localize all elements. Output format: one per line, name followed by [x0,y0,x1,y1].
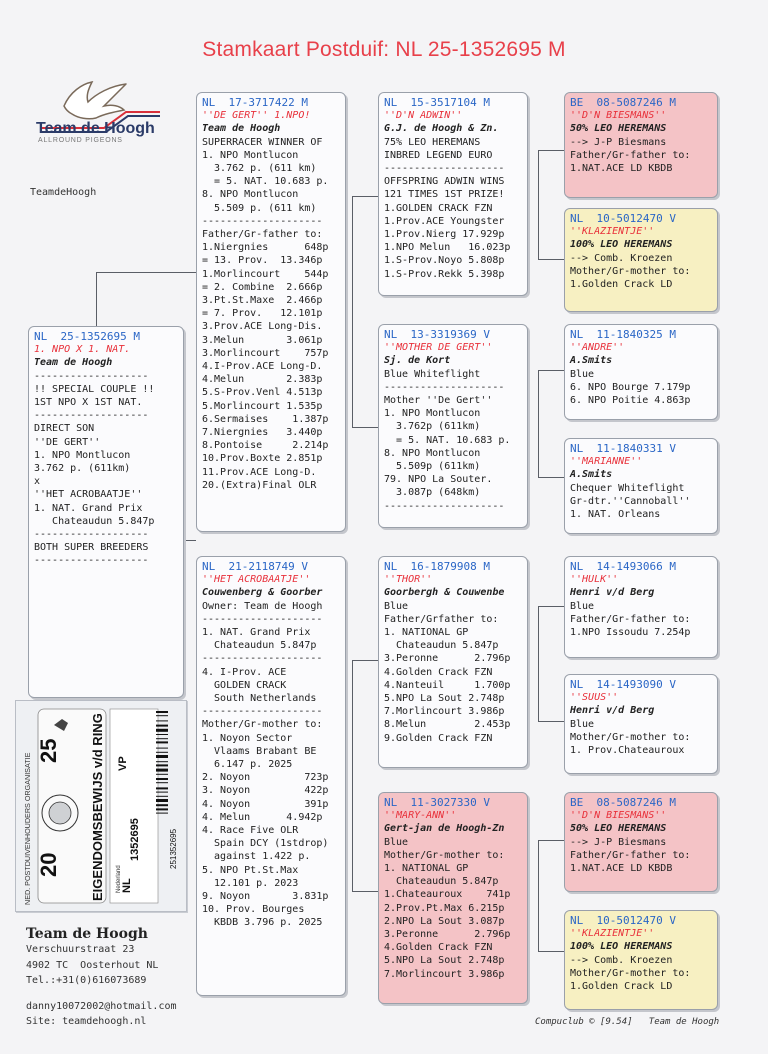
pedigree-line: Chateaudun 5.847p [202,640,317,652]
pedigree-line: 7.Morlincourt 3.986p [384,706,505,718]
pedigree-line: 8.Melun 2.453p [384,719,511,731]
pedigree-line: ''DE GERT'' [34,436,101,448]
pedigree-line: 3.762 p. (611km) [34,463,131,475]
barcode-bar [156,729,168,732]
pedigree-line: DIRECT SON [34,423,95,435]
ring-number: NL 10-5012470 V [570,914,676,927]
barcode-bar [156,738,168,739]
pedigree-line: Chateaudun 5.847p [34,515,155,527]
pedigree-line: Chequer Whiteflight [570,482,685,494]
pedigree-card-ggsire-1 [378,792,528,1004]
pedigree-line: 12.101 p. 2023 [202,877,299,889]
pedigree-line: Blue [384,836,409,848]
sticker-year-a: 20 [36,852,61,877]
pedigree-line: 75% LEO HEREMANS [384,136,481,148]
page-title: Stamkaart Postduif: NL 25-1352695 M [202,38,566,61]
owner-name: 100% LEO HEREMANS [570,941,673,953]
barcode-bar [156,752,168,753]
pedigree-line: OFFSPRING ADWIN WINS [384,176,505,188]
pedigree-line: x [34,476,41,488]
owner-name: A.Smits [570,469,613,481]
pedigree-line: Blue [570,368,595,380]
pedigree-line: 1. NPO Montlucon [202,149,299,161]
barcode-bar [156,725,168,727]
barcode-bar [156,761,168,762]
pedigree-card-ggdam-4 [564,910,718,1010]
ring-number: BE 08-5087246 M [570,796,676,809]
owner-name: Team de Hoogh [34,357,113,369]
pedigree-line: -------------------- [202,613,323,625]
pedigree-line: 3.762p (611km) [384,421,481,433]
sticker-label-ned: Nederland [116,865,122,893]
pedigree-line: 1.NPO Melun 16.023p [384,242,511,254]
pedigree-line: 2.Prov.Pt.Max 6.215p [384,902,505,914]
ring-number: NL 21-2118749 V [202,560,308,573]
pedigree-line: Father/Grfather to: [384,613,499,625]
pedigree-line: = 2. Combine 2.666p [202,281,323,293]
ring-number: NL 25-1352695 M [34,330,140,343]
sticker-year-b: 25 [36,738,61,763]
pedigree-line: Vlaams Brabant BE [202,745,317,757]
pedigree-line: Father/Gr-father to: [570,149,691,161]
pedigree-line: 7.Morlincourt 3.986p [384,968,505,980]
pedigree-card-ggsire-1 [564,92,718,198]
pedigree-line: 121 TIMES 1ST PRIZE! [384,189,505,201]
pedigree-line: 1.S-Prov.Noyo 5.808p [384,255,505,267]
sticker-ring-number: 1352695 [129,818,141,861]
connector [538,606,565,722]
pedigree-line: 5. NPO Pt.St.Max [202,864,299,876]
pedigree-line: Mother/Gr-mother to: [202,719,323,731]
pedigree-line: 9.Golden Crack FZN [384,732,493,744]
pedigree-line: 1.NPO Issoudu 7.254p [570,627,691,639]
pigeon-name: ''DE GERT'' 1.NPO! [202,110,311,122]
pedigree-line: 1. NPO Montlucon [34,449,131,461]
owner-name: Gert-jan de Hoogh-Zn [384,823,505,835]
pedigree-card-ggdam-2 [564,438,718,534]
pedigree-line: --> Comb. Kroezen [570,954,673,966]
pedigree-line: KBDB 3.796 p. 2025 [202,917,323,929]
pedigree-line: Father/Gr-father to: [570,613,691,625]
pedigree-line: 1. NAT. Grand Prix [202,627,311,639]
pedigree-line: Blue [570,600,595,612]
pedigree-line: ------------------- [34,529,149,541]
barcode-bar [156,715,168,716]
ring-number: NL 14-1493090 V [570,678,676,691]
connector [538,370,565,478]
pigeon-name: ''MOTHER DE GERT'' [384,342,493,354]
owner-name: 100% LEO HEREMANS [570,239,673,251]
owner-name: Henri v/d Berg [570,705,655,717]
pedigree-line: 7.Niergnies 3.440p [202,427,323,439]
pedigree-line: !! SPECIAL COUPLE !! [34,383,155,395]
pedigree-line: 4. Noyon 391p [202,798,329,810]
owner-name: Sj. de Kort [384,355,451,367]
barcode-bar [156,720,168,721]
ring-number: NL 10-5012470 V [570,212,676,225]
pedigree-line: 6. NPO Bourge 7.179p [570,381,691,393]
pedigree-line: 1.Niergnies 648p [202,242,329,254]
ring-number: NL 16-1879908 M [384,560,490,573]
barcode-bar [156,804,168,806]
pedigree-line: 4.I-Prov.ACE Long-D. [202,361,323,373]
pedigree-line: -------------------- [384,163,505,175]
pedigree-line: INBRED LEGEND EURO [384,149,493,161]
pedigree-line: 20.(Extra)Final OLR [202,479,317,491]
pedigree-line: 6.Sermaises 1.387p [202,413,329,425]
pedigree-line: against 1.422 p. [202,851,311,863]
pedigree-line: 2.NPO La Sout 3.087p [384,915,505,927]
pedigree-line: ------------------- [34,410,149,422]
barcode-bar [156,711,168,713]
pedigree-line: --> J-P Biesmans [570,836,667,848]
pedigree-line: 1.S-Prov.Rekk 5.398p [384,268,505,280]
barcode-bar [156,799,168,802]
barcode-bar [156,792,168,793]
pedigree-line: Spain DCY (1stdrop) [202,838,329,850]
pedigree-line: 3.Prov.ACE Long-Dis. [202,321,323,333]
pedigree-card-grandsire-maternal [378,556,528,768]
barcode-bar [156,813,168,814]
pedigree-line: 1. NATIONAL GP [384,627,469,639]
ring-number: NL 11-1840331 V [570,442,676,455]
pedigree-line: Mother/Gr-mother to: [570,265,691,277]
pedigree-line: 10.Prov.Boxte 2.851p [202,453,323,465]
footer-address-1: Verschuurstraat 23 [26,944,135,955]
ring-certificate-art [16,701,186,911]
pedigree-line: 3.Pt.St.Maxe 2.466p [202,295,323,307]
pedigree-line: = 5. NAT. 10.683 p. [202,176,329,188]
pedigree-line: 8.Pontoise 2.214p [202,440,329,452]
pedigree-line: 4.Golden Crack FZN [384,666,493,678]
pedigree-card-ggsire-4 [564,792,718,892]
pedigree-card-grandsire-paternal [378,92,528,296]
pedigree-line: 4.Nanteuil 1.700p [384,679,511,691]
pedigree-line: 1.Golden Crack LD [570,279,673,291]
pedigree-card-ggsire-3 [564,556,718,658]
owner-name: G.J. de Hoogh & Zn. [384,123,499,135]
pigeon-name: ''ANDRE'' [570,342,625,354]
pedigree-line: Chateaudun 5.847p [384,640,499,652]
barcode-bar [156,782,168,783]
pedigree-card-ggsire-2 [564,324,718,420]
pedigree-line: 3.Melun 3.061p [202,334,323,346]
pedigree-line: ''HET ACROBAATJE'' [34,489,143,501]
pedigree-line: = 7. Prov. 12.101p [202,308,323,320]
connector [352,660,379,892]
pedigree-line: GOLDEN CRACK [202,679,287,691]
barcode-bar [156,796,168,797]
pigeon-name: ''D'N BIESMANS'' [570,110,667,122]
pedigree-line: Owner: Team de Hoogh [202,600,323,612]
pedigree-line: 79. NPO La Souter. [384,474,493,486]
sticker-vp: VP [117,756,129,771]
connector [184,540,196,542]
pedigree-line: 4.Melun 2.383p [202,374,323,386]
pedigree-line: 1.Morlincourt 544p [202,268,329,280]
pedigree-line: ------------------- [34,370,149,382]
footer-phone: Tel.:+31(0)616073689 [26,975,147,986]
pedigree-line: Blue [570,718,595,730]
owner-name: 50% LEO HEREMANS [570,123,667,135]
ring-number: NL 11-1840325 M [570,328,676,341]
pedigree-card-subject [28,326,184,698]
pigeon-name: ''HET ACROBAATJE'' [202,574,311,586]
owner-name: Team de Hoogh [202,123,281,135]
pedigree-line: 6. NPO Poitie 4.863p [570,395,691,407]
pigeon-name: ''HULK'' [570,574,619,586]
pedigree-line: 1.GOLDEN CRACK FZN [384,202,493,214]
ring-number: NL 15-3517104 M [384,96,490,109]
pedigree-line: Chateaudun 5.847p [384,876,499,888]
pedigree-line: Blue Whiteflight [384,368,481,380]
pedigree-line: Blue [384,600,409,612]
connector [352,196,379,428]
barcode-bar [156,764,168,766]
connector [96,272,197,329]
pedigree-line: 3.762 p. (611 km) [202,163,317,175]
pigeon-name: 1. NPO X 1. NAT. [34,344,131,356]
pedigree-line: 5.Morlincourt 1.535p [202,400,323,412]
pedigree-line: 1. Prov.Chateauroux [570,745,685,757]
pedigree-line: 8. NPO Montlucon [202,189,299,201]
pedigree-card-dam [196,556,346,996]
pigeon-name: ''THOR'' [384,574,433,586]
pedigree-line: = 13. Prov. 13.346p [202,255,323,267]
pigeon-name: ''KLAZIENTJE'' [570,226,655,238]
pedigree-line: 4. Melun 4.942p [202,811,323,823]
owner-name: 50% LEO HEREMANS [570,823,667,835]
pedigree-card-sire [196,92,346,532]
pedigree-line: ------------------- [34,555,149,567]
sticker-org: NED. POSTDUIVENHOUDERS ORGANISATIE [23,752,32,905]
pedigree-line: 1.Golden Crack LD [570,981,673,993]
owner-name: Goorbergh & Couwenbe [384,587,505,599]
sticker-country: NL [121,878,133,893]
pedigree-line: 3.Peronne 2.796p [384,653,511,665]
pedigree-line: 5.NPO La Sout 2.748p [384,955,505,967]
pedigree-line: Father/Gr-father to: [202,229,323,241]
pedigree-line: Mother/Gr-mother to: [570,731,691,743]
pedigree-line: 1. NAT. Orleans [570,509,661,521]
ring-number: BE 08-5087246 M [570,96,676,109]
pedigree-line: --> Comb. Kroezen [570,252,673,264]
ring-number: NL 14-1493066 M [570,560,676,573]
barcode-bar [156,778,168,780]
pedigree-line: Mother/Gr-mother to: [384,849,505,861]
pedigree-line: 1. Noyon Sector [202,732,293,744]
pedigree-line: -------------------- [384,500,505,512]
barcode-bar [156,774,168,775]
pigeon-name: ''SUUS'' [570,692,619,704]
pigeon-name: ''KLAZIENTJE'' [570,928,655,940]
ring-number: NL 13-3319369 V [384,328,490,341]
pedigree-line: 11.Prov.ACE Long-D. [202,466,317,478]
pigeon-name: ''D'N BIESMANS'' [570,810,667,822]
pedigree-line: SUPERRACER WINNER OF [202,136,323,148]
pedigree-line: 1ST NPO X 1ST NAT. [34,397,143,409]
ring-certificate-sticker [15,700,187,912]
side-label: TeamdeHoogh [30,187,97,198]
pedigree-line: 1. NPO Montlucon [384,408,481,420]
pedigree-card-ggdam-3 [564,674,718,774]
pedigree-line: Father/Gr-father to: [570,849,691,861]
logo-text: Team de Hoogh [36,120,155,137]
sticker-barcode-number: 251352695 [169,828,178,869]
logo-subtitle: ALLROUND PIGEONS [38,137,123,144]
pedigree-line: 5.S-Prov.Venl 4.513p [202,387,323,399]
barcode-bar [156,748,168,749]
pigeon-name: ''D'N ADWIN'' [384,110,463,122]
pedigree-line: 9. Noyon 3.831p [202,891,329,903]
pedigree-line: 8. NPO Montlucon [384,447,481,459]
pedigree-line: 3.Peronne 2.796p [384,929,511,941]
footer-credit: Compuclub © [9.54] Team de Hoogh [535,1017,720,1027]
barcode-bar [156,755,168,758]
barcode-bar [156,787,168,789]
pedigree-line: 1.NAT.ACE LD KBDB [570,863,673,875]
pedigree-line: 4. Race Five OLR [202,825,299,837]
pedigree-line: 2. Noyon 723p [202,772,329,784]
pedigree-line: 1.NAT.ACE LD KBDB [570,163,673,175]
pedigree-line: 1. NATIONAL GP [384,863,469,875]
owner-name: Henri v/d Berg [570,587,655,599]
pedigree-line: -------------------- [202,215,323,227]
connector [538,840,565,952]
pedigree-line: BOTH SUPER BREEDERS [34,542,149,554]
pedigree-line: -------------------- [202,653,323,665]
pedigree-line: 5.509p (611km) [384,461,481,473]
pedigree-line: 6.147 p. 2025 [202,759,293,771]
footer-name: Team de Hoogh [26,926,148,942]
pigeon-name: ''MARY-ANN'' [384,810,457,822]
connector [538,150,565,260]
owner-name: A.Smits [570,355,613,367]
pedigree-line: 5.NPO La Sout 2.748p [384,693,505,705]
pedigree-card-granddam-paternal [378,324,528,528]
footer-email[interactable]: danny10072002@hotmail.com [26,1001,177,1012]
owner-name: Couwenberg & Goorber [202,587,323,599]
footer-address-2: 4902 TC Oosterhout NL [26,960,159,971]
pedigree-line: = 5. NAT. 10.683 p. [384,434,511,446]
pedigree-line: -------------------- [384,381,505,393]
pedigree-line: 1.Prov.Nierg 17.929p [384,229,505,241]
footer-site[interactable]: Site: teamdehoogh.nl [26,1016,147,1027]
pedigree-line: 10. Prov. Bourges [202,904,305,916]
pedigree-card-ggdam-1 [564,208,718,312]
pigeon-name: ''MARIANNE'' [570,456,643,468]
pedigree-line: 1. NAT. Grand Prix [34,502,143,514]
pedigree-line: Mother ''De Gert'' [384,395,493,407]
barcode-bar [156,808,168,810]
pedigree-line: Mother/Gr-mother to: [570,967,691,979]
barcode-bar [156,769,168,772]
pedigree-line: 4. I-Prov. ACE [202,666,287,678]
barcode-bar [156,734,168,735]
ring-number: NL 17-3717422 M [202,96,308,109]
pedigree-line: 3.Morlincourt 757p [202,347,329,359]
barcode-bar [156,741,168,743]
pedigree-line: 3. Noyon 422p [202,785,329,797]
sticker-title: EIGENDOMSBEWIJS v/d RING [90,713,105,901]
pedigree-line: 5.509 p. (611 km) [202,202,317,214]
pedigree-line: 1.Chateauroux 741p [384,889,511,901]
pedigree-line: Gr-dtr.''Cannoball'' [570,495,691,507]
pedigree-line: South Netherlands [202,693,317,705]
pedigree-line: 4.Golden Crack FZN [384,942,493,954]
pedigree-line: -------------------- [202,706,323,718]
pedigree-line: 3.087p (648km) [384,487,481,499]
ring-number: NL 11-3027330 V [384,796,490,809]
pedigree-line: --> J-P Biesmans [570,136,667,148]
pedigree-line: 1.Prov.ACE Youngster [384,215,505,227]
